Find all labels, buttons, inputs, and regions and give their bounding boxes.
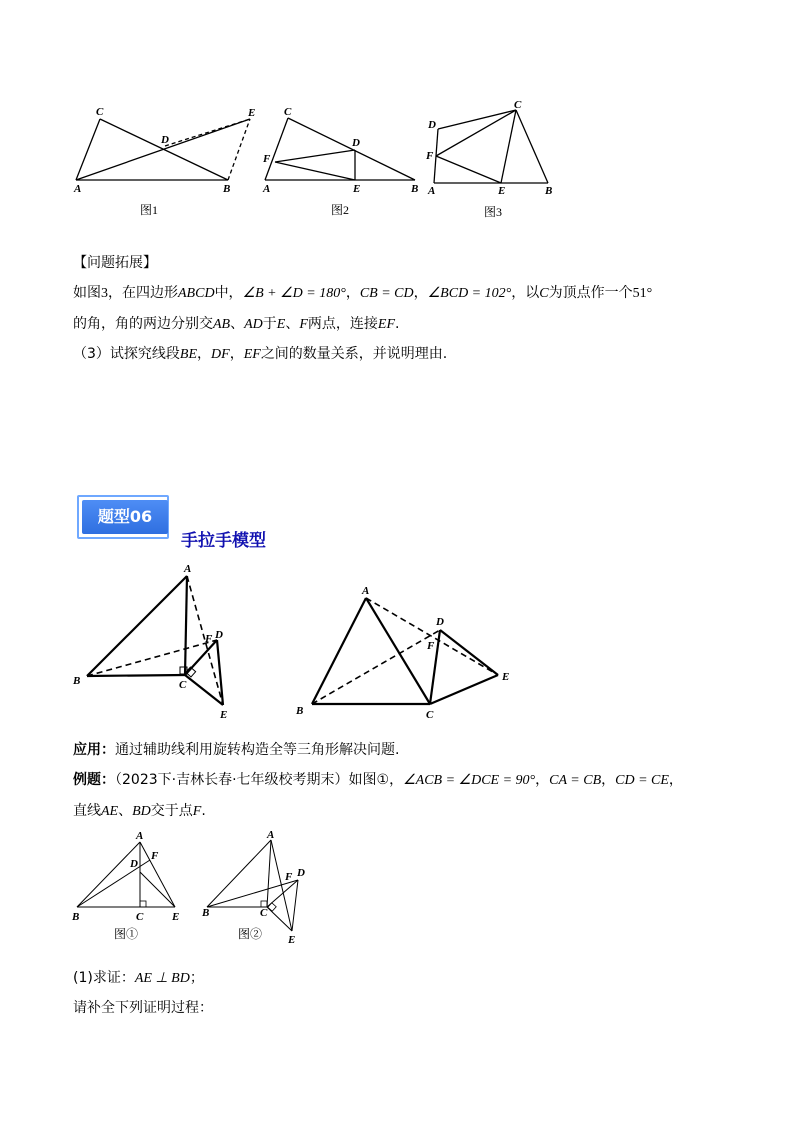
label-C: C	[284, 106, 292, 118]
label-D: D	[161, 134, 169, 146]
label-C: C	[260, 907, 268, 919]
text: 之间的数量关系，并说明理由.	[260, 346, 448, 362]
label-E: E	[502, 671, 510, 683]
example-line-1	[73, 770, 683, 791]
text: 两点，连接	[307, 316, 378, 332]
application-text: 通过辅助线利用旋转构造全等三角形解决问题.	[115, 742, 400, 758]
example-figure-1	[65, 828, 195, 943]
label-F: F	[285, 871, 293, 883]
text: 为顶点作一个	[548, 285, 633, 301]
label-B: B	[411, 183, 419, 195]
example-figure-2-caption: 图②	[238, 927, 263, 941]
label-F: F	[151, 850, 159, 862]
label-D: D	[428, 119, 436, 131]
label-C: C	[426, 709, 434, 720]
extension-line-2	[73, 314, 399, 335]
section-title: 手拉手模型	[181, 531, 266, 551]
question-1	[73, 968, 204, 989]
text: ，	[413, 285, 428, 301]
equation: CA = CB	[549, 773, 602, 788]
example-line-2	[73, 801, 206, 822]
figure-2-caption: 图2	[331, 203, 350, 217]
line-name: BD	[132, 804, 151, 819]
segment-name: EF	[377, 317, 396, 332]
label-E: E	[498, 185, 506, 197]
label-E: E	[248, 107, 256, 119]
label-B: B	[223, 183, 231, 195]
application-line	[73, 740, 399, 760]
segment-name: DF	[211, 347, 230, 362]
label-A: A	[263, 183, 271, 195]
model-figure-left	[65, 560, 245, 725]
line-name: AE	[101, 804, 119, 819]
label-A: A	[74, 183, 82, 195]
text: ，	[535, 772, 550, 788]
label-D: D	[436, 616, 444, 628]
proof-prompt: 请补全下列证明过程：	[73, 1000, 213, 1016]
figure-2	[255, 100, 430, 225]
equation: ∠BCD = 102°	[427, 286, 512, 301]
point-name: E	[276, 317, 286, 332]
label-E: E	[220, 709, 228, 721]
label-B: B	[545, 185, 553, 197]
segment-name: BE	[179, 347, 198, 362]
fig-number: 3	[101, 286, 108, 301]
label-C: C	[514, 99, 522, 111]
extension-line-3	[73, 344, 447, 365]
label-C: C	[96, 106, 104, 118]
extension-heading: 【问题拓展】	[73, 255, 157, 271]
label-C: C	[136, 911, 144, 923]
point-name: F	[299, 317, 308, 332]
point-name: C	[539, 286, 549, 301]
angle-value: 51°	[632, 286, 653, 301]
segment-name: AB	[213, 317, 231, 332]
text: 中，	[214, 285, 243, 301]
text: 、	[118, 803, 133, 819]
label-D: D	[130, 858, 138, 870]
example-figure-1-caption: 图①	[114, 927, 139, 941]
text: 交于点	[150, 803, 193, 819]
label-A: A	[184, 563, 192, 575]
label-E: E	[353, 183, 361, 195]
text: (1)求证：	[73, 970, 135, 986]
label-B: B	[202, 907, 210, 919]
section-badge	[77, 495, 169, 539]
text: ，	[197, 346, 212, 362]
equation: ∠B + ∠D = 180°	[242, 286, 346, 301]
text: ，	[229, 346, 244, 362]
label-D: D	[352, 137, 360, 149]
segment-name: AD	[244, 317, 263, 332]
label-E: E	[172, 911, 180, 923]
equation: CB = CD	[359, 286, 414, 301]
label-F: F	[427, 640, 435, 652]
text: ；	[189, 970, 204, 986]
text: ，	[601, 772, 616, 788]
label-F: F	[205, 633, 213, 645]
label-A: A	[428, 185, 436, 197]
label-A: A	[362, 585, 370, 597]
label-E: E	[288, 934, 296, 946]
text: .	[395, 316, 400, 332]
extension-line-1	[73, 283, 652, 304]
text: 、	[230, 316, 245, 332]
section-badge-text: 题型06	[97, 507, 153, 526]
example-label: 例题：	[73, 772, 115, 788]
label-B: B	[72, 911, 80, 923]
text: ，在四边形	[108, 285, 178, 301]
segment-name: EF	[243, 347, 261, 362]
text: 直线	[73, 803, 101, 819]
label-C: C	[179, 679, 187, 691]
point-name: F	[192, 804, 202, 819]
expression: AE ⊥ BD	[134, 971, 190, 986]
figure-1-caption: 图1	[140, 203, 159, 217]
label-D: D	[297, 867, 305, 879]
label-F: F	[263, 153, 271, 165]
figure-3-caption: 图3	[484, 205, 503, 219]
equation: CD = CE	[615, 773, 669, 788]
text: （2023下·吉林长春·七年级校考期末）如图①，	[115, 772, 404, 788]
label-B: B	[73, 675, 81, 687]
text: ，	[345, 285, 360, 301]
example-figure-2	[195, 828, 325, 948]
text: 的角，角的两边分别交	[73, 316, 213, 332]
text: .	[201, 803, 206, 819]
text: 如图	[73, 285, 101, 301]
quadrilateral-name: ABCD	[178, 286, 215, 301]
figure-3	[420, 96, 570, 226]
model-figure-right	[290, 580, 520, 720]
figure-1	[60, 100, 270, 225]
text: （3）试探究线段	[73, 346, 180, 362]
label-A: A	[267, 829, 275, 841]
text: 于	[262, 316, 277, 332]
label-A: A	[136, 830, 144, 842]
application-label: 应用：	[73, 742, 115, 758]
label-B: B	[296, 705, 304, 717]
label-F: F	[426, 150, 434, 162]
label-D: D	[215, 629, 223, 641]
equation: ∠ACB = ∠DCE = 90°	[403, 773, 536, 788]
text: ，	[668, 772, 683, 788]
text: 、	[285, 316, 300, 332]
text: ，以	[511, 285, 540, 301]
